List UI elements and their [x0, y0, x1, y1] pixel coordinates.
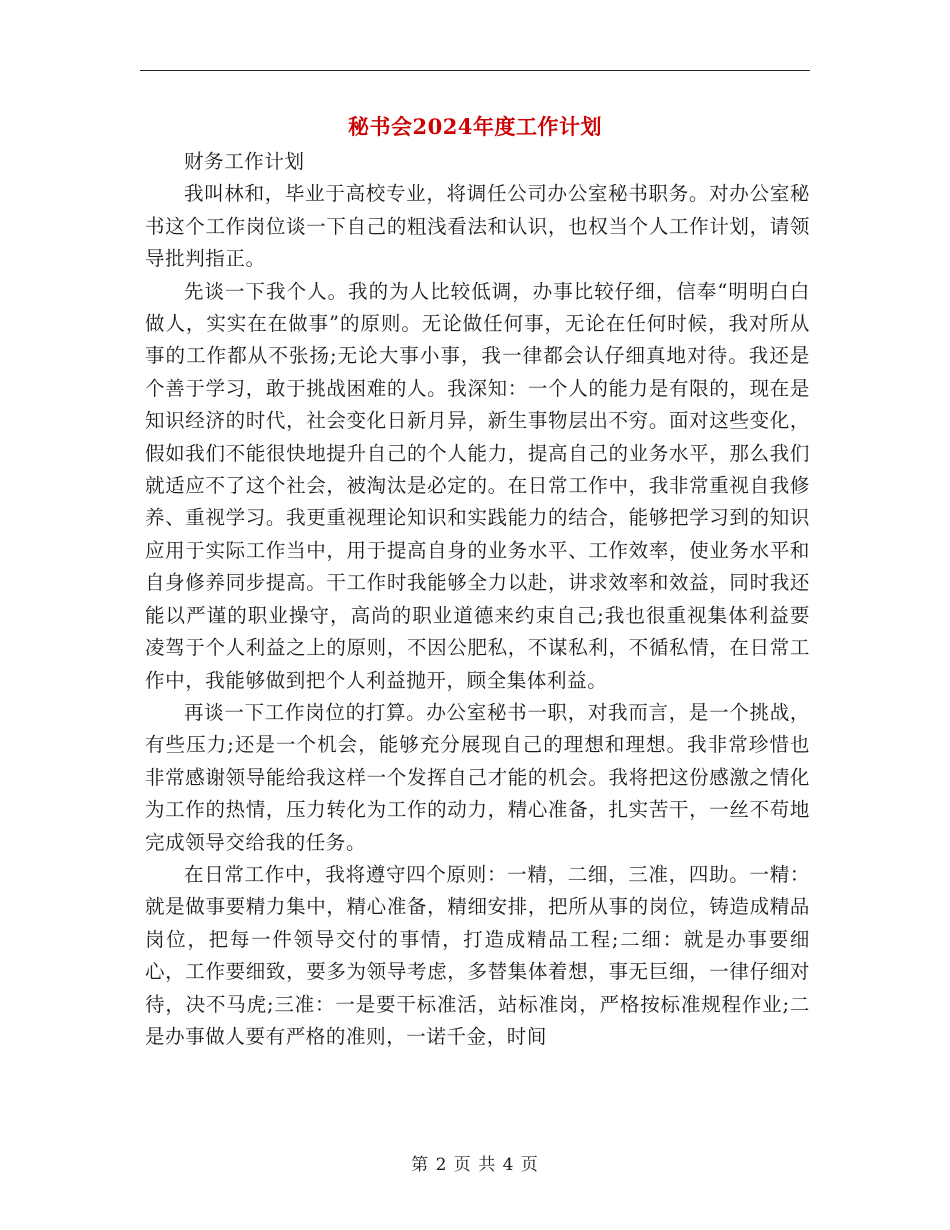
paragraph-personal: 先谈一下我个人。我的为人比较低调，办事比较仔细，信奉“明明白白做人，实实在在做事”的原则。无论做任何事，无论在任何时候，我对所从事的工作都从不张扬;无论大事小事，我一律都会认仔细真地对待。我还是个善于学习，敢于挑战困难的人。我深知：一个人的能力是有限的，现在是知识经济的时代，社会变化日新月异，新生事物层出不穷。面对这些变化，假如我们不能很快地提升自己的个人能力，提高自己的业务水平，那么我们就适应不了这个社会，被淘汰是必定的。在日常工作中，我非常重视自我修养、重视学习。我更重视理论知识和实践能力的结合，能够把学习到的知识应用于实际工作当中，用于提高自身的业务水平、工作效率，使业务水平和自身修养同步提高。干工作时我能够全力以赴，讲求效率和效益，同时我还能以严谨的职业操守，高尚的职业道德来约束自己;我也很重视集体利益要凌驾于个人利益之上的原则，不因公肥私，不谋私利，不循私情，在日常工作中，我能够做到把个人利益抛开，顾全集体利益。: [145, 279, 810, 692]
document-body: [145, 146, 810, 1053]
paragraph-job-plan: 再谈一下工作岗位的打算。办公室秘书一职，对我而言，是一个挑战，有些压力;还是一个机会，能够充分展现自己的理想和理想。我非常珍惜也非常感谢领导能给我这样一个发挥自己才能的机会。我将把这份感激之情化为工作的热情，压力转化为工作的动力，精心准备，扎实苦干，一丝不苟地完成领导交给我的任务。: [145, 700, 810, 854]
header-rule: [140, 70, 810, 71]
document-title: 秘书会2024年度工作计划: [348, 114, 602, 139]
page-number-footer: 第 2 页 共 4 页: [411, 1155, 539, 1175]
paragraph-principles: 在日常工作中，我将遵守四个原则：一精，二细，三准，四助。一精：就是做事要精力集中，精心准备，精细安排，把所从事的岗位，铸造成精品岗位，把每一件领导交付的事情，打造成精品工程;二细：就是办事要细心，工作要细致，要多为领导考虑，多替集体着想，事无巨细，一律仔细对待，决不马虎;三准：一是要干标准活，站标准岗，严格按标准规程作业;二是办事做人要有严格的准则，一诺千金，时间: [145, 862, 810, 1048]
section-heading: 财务工作计划: [184, 150, 305, 173]
paragraph-intro: 我叫林和，毕业于高校专业，将调任公司办公室秘书职务。对办公室秘书这个工作岗位谈一下自己的粗浅看法和认识，也权当个人工作计划，请领导批判指正。: [145, 182, 810, 271]
